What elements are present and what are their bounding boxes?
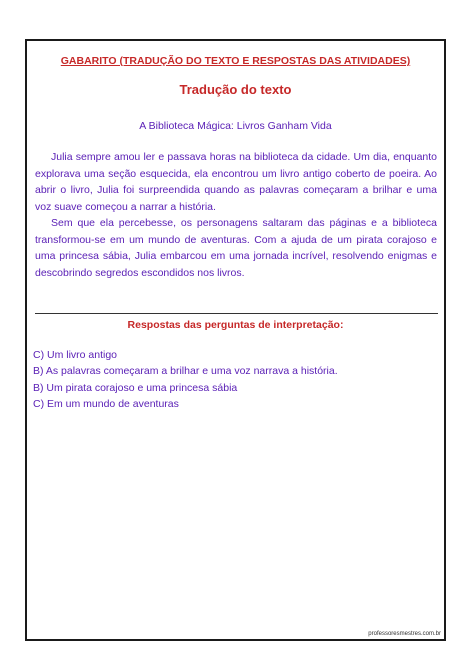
answer-item-4: C) Em um mundo de aventuras xyxy=(33,397,179,410)
answers-list xyxy=(33,347,338,412)
story-title: A Biblioteca Mágica: Livros Ganham Vida xyxy=(139,120,332,132)
story-text xyxy=(35,149,437,281)
story-paragraph-2: Sem que ela percebesse, os personagens saltaram das páginas e a biblioteca transformou-se em um mundo de aventuras. Com a ajuda de um pirata corajoso e uma princesa sábia, Julia embarcou em uma jornada incrível, resolvendo enigmas e descobrindo segredos escondidos nos livros. xyxy=(35,217,437,279)
page-frame xyxy=(25,39,446,641)
answer-key-title: GABARITO (TRADUÇÃO DO TEXTO E RESPOSTAS DAS ATIVIDADES) xyxy=(60,55,411,67)
translation-section-title: Tradução do texto xyxy=(179,82,292,97)
section-divider xyxy=(35,313,438,314)
answer-item-2: B) As palavras começaram a brilhar e uma voz narrava a história. xyxy=(33,365,338,378)
story-paragraph-1: Julia sempre amou ler e passava horas na biblioteca da cidade. Um dia, enquanto explorava uma seção esquecida, ela encontrou um livro antigo coberto de poeira. Ao abrir o livro, Julia foi surpreendida quando as palavras começaram a brilhar e uma voz suave começou a narrar a história. xyxy=(35,151,437,213)
answer-item-3: B) Um pirata corajoso e uma princesa sábia xyxy=(33,381,238,394)
answer-item-1: C) Um livro antigo xyxy=(33,349,118,361)
answers-section-title: Respostas das perguntas de interpretação: xyxy=(127,319,344,331)
footer-website: professoresmestres.com.br xyxy=(368,631,441,637)
